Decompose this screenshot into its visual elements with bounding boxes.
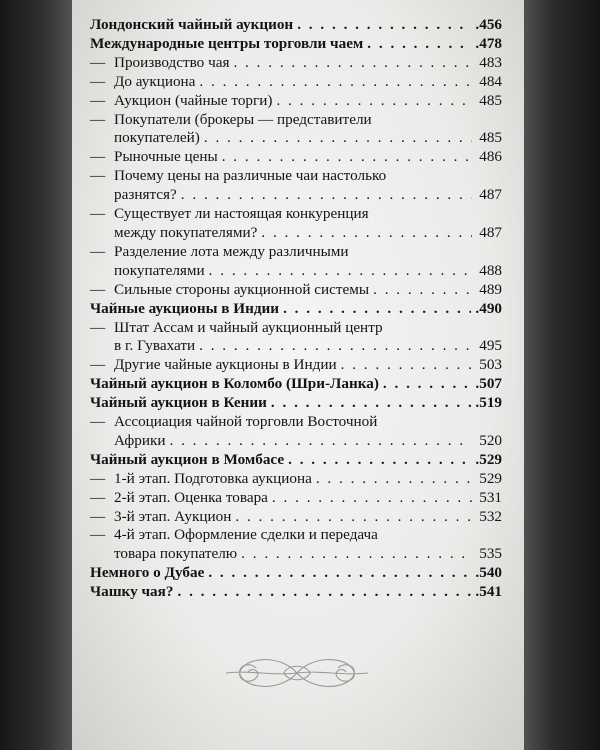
dot-leader (199, 73, 472, 92)
toc-entry-title: покупателями (114, 261, 205, 279)
dot-leader (288, 451, 471, 470)
toc-page-number: 531 (479, 488, 502, 506)
toc-subsection-row (90, 148, 502, 167)
toc-section-row (90, 451, 502, 470)
dot-leader (222, 148, 472, 167)
toc-entry-title: Производство чая (114, 53, 230, 71)
dot-leader (169, 432, 472, 451)
toc-page-number: 488 (479, 261, 502, 279)
toc-continuation-row (90, 262, 502, 281)
toc-dash: — (90, 167, 106, 185)
toc-page-number: 483 (479, 53, 502, 71)
dot-leader (341, 356, 472, 375)
toc-subsection-row (90, 205, 502, 224)
toc-subsection-row (90, 526, 502, 545)
toc-dash: — (90, 356, 106, 374)
toc-page-number: 486 (479, 148, 502, 166)
toc-entry-title: Аукцион (чайные торги) (114, 91, 273, 109)
dot-leader (261, 224, 472, 243)
toc-dash: — (90, 413, 106, 431)
toc-dash: — (90, 205, 106, 223)
toc-dash: — (90, 280, 106, 298)
toc-entry-title: Сильные стороны аукционной системы (114, 280, 370, 298)
toc-entry-title: Лондонский чайный аукцион (90, 16, 294, 33)
toc-entry-title: Чайные аукционы в Индии (90, 299, 280, 317)
toc-entry-title: Чайный аукцион в Момбасе (90, 450, 285, 468)
toc-dash: — (90, 72, 106, 90)
dot-leader (276, 92, 472, 111)
toc-entry-title: До аукциона (114, 72, 196, 90)
toc-page-number: .478 (475, 34, 502, 52)
toc-entry-title: Африки (114, 431, 166, 449)
toc-entry-title: Почему цены на различные чаи настолько (114, 167, 387, 185)
dot-leader (199, 337, 472, 356)
dot-leader (235, 508, 472, 527)
toc-page-number: 487 (479, 186, 502, 204)
toc-page-number: 489 (479, 280, 502, 298)
toc-entry-title: разнятся? (114, 186, 177, 204)
toc-entry-title: Чашку чая? (90, 583, 174, 601)
toc-page-number: .541 (475, 583, 502, 601)
toc-continuation-row (90, 129, 502, 148)
toc-subsection-row (90, 281, 502, 300)
flourish-ornament-icon (222, 650, 372, 696)
toc-page-number: 495 (479, 337, 502, 355)
toc-page-number: 532 (479, 507, 502, 525)
toc-subsection-row (90, 73, 502, 92)
toc-subsection-row (90, 243, 502, 262)
toc-subsection-row (90, 319, 502, 338)
toc-subsection-row (90, 92, 502, 111)
toc-dash: — (90, 469, 106, 487)
toc-entry-title: Чайный аукцион в Коломбо (Шри-Ланка) (90, 375, 379, 393)
toc-entry-title: покупателей) (114, 129, 200, 147)
dot-leader (209, 262, 472, 281)
toc-dash: — (90, 148, 106, 166)
toc-dash: — (90, 507, 106, 525)
toc-page-number: 484 (479, 72, 502, 90)
toc-page-number: 485 (479, 91, 502, 109)
toc-entry-title: Штат Ассам и чайный аукционный центр (114, 318, 383, 336)
toc-continuation-row (90, 337, 502, 356)
toc-page-number: .529 (475, 450, 502, 468)
toc-page-number: .540 (475, 564, 502, 582)
book-page (72, 0, 524, 750)
toc-section-row (90, 35, 502, 54)
toc-dash: — (90, 488, 106, 506)
toc-section-row (90, 16, 502, 35)
toc-page-number: .490 (475, 299, 502, 317)
dot-leader (272, 489, 472, 508)
toc-entry-title: Чайный аукцион в Кении (90, 394, 267, 412)
dot-leader (181, 186, 472, 205)
toc-subsection-row (90, 54, 502, 73)
dot-leader (297, 16, 471, 35)
toc-entry-title: 1-й этап. Подготовка аукциона (114, 469, 312, 487)
toc-entry-title: 2-й этап. Оценка товара (114, 488, 268, 506)
toc-page-number: 535 (479, 545, 502, 563)
toc-section-row (90, 300, 502, 319)
book-edge-right (514, 0, 600, 750)
toc-page-number: 520 (479, 431, 502, 449)
dot-leader (383, 375, 472, 394)
toc-subsection-row (90, 111, 502, 130)
dot-leader (367, 35, 471, 54)
toc-section-row (90, 583, 502, 602)
toc-entry-title: Рыночные цены (114, 148, 218, 166)
toc-subsection-row (90, 356, 502, 375)
toc-entry-title: Международные центры торговли чаем (90, 34, 364, 52)
toc-entry-title: 4-й этап. Оформление сделки и передача (114, 526, 378, 544)
toc-page-number: .507 (475, 375, 502, 393)
toc-entry-title: Ассоциация чайной торговли Восточной (114, 413, 378, 431)
table-of-contents (90, 16, 502, 602)
dot-leader (177, 583, 471, 602)
toc-entry-title: 3-й этап. Аукцион (114, 507, 232, 525)
toc-section-row (90, 394, 502, 413)
toc-continuation-row (90, 432, 502, 451)
toc-page-number: 485 (479, 129, 502, 147)
toc-section-row (90, 564, 502, 583)
toc-continuation-row (90, 224, 502, 243)
dot-leader (316, 470, 472, 489)
toc-section-row (90, 375, 502, 394)
toc-entry-title: Существует ли настоящая конкуренция (114, 205, 369, 223)
toc-entry-title: Немного о Дубае (90, 564, 205, 582)
toc-subsection-row (90, 470, 502, 489)
toc-page-number: 529 (479, 469, 502, 487)
dot-leader (271, 394, 472, 413)
dot-leader (373, 281, 472, 300)
toc-subsection-row (90, 489, 502, 508)
dot-leader (233, 54, 472, 73)
dot-leader (208, 564, 471, 583)
toc-page-number: 487 (479, 223, 502, 241)
toc-continuation-row (90, 545, 502, 564)
toc-page-number: 503 (479, 356, 502, 374)
dot-leader (241, 545, 472, 564)
toc-page-number: .519 (475, 394, 502, 412)
toc-entry-title: товара покупателю (114, 545, 238, 563)
toc-dash: — (90, 91, 106, 109)
dot-leader (283, 300, 471, 319)
toc-dash: — (90, 110, 106, 128)
toc-entry-title: Покупатели (брокеры — представители (114, 110, 372, 128)
toc-continuation-row (90, 186, 502, 205)
toc-subsection-row (90, 508, 502, 527)
toc-subsection-row (90, 413, 502, 432)
toc-entry-title: Разделение лота между различными (114, 242, 349, 260)
toc-dash: — (90, 526, 106, 544)
toc-dash: — (90, 53, 106, 71)
toc-dash: — (90, 318, 106, 336)
toc-page-number: .456 (475, 16, 502, 33)
toc-dash: — (90, 242, 106, 260)
book-edge-left (0, 0, 78, 750)
dot-leader (204, 129, 472, 148)
toc-entry-title: между покупателями? (114, 223, 258, 241)
toc-subsection-row (90, 167, 502, 186)
toc-entry-title: в г. Гувахати (114, 337, 196, 355)
toc-entry-title: Другие чайные аукционы в Индии (114, 356, 337, 374)
